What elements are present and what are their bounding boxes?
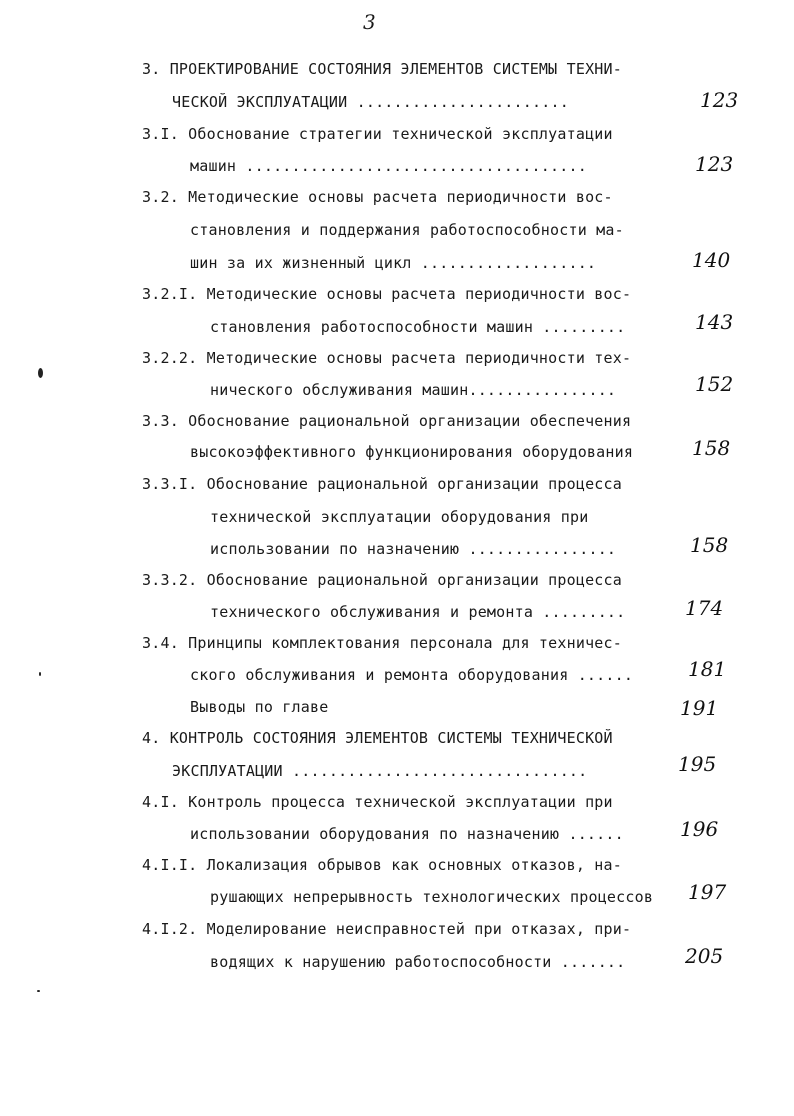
scan-speck (39, 672, 41, 676)
toc-line: 3.3.I. Обоснование рациональной организации процесса (142, 475, 622, 493)
toc-page-number: 123 (700, 88, 739, 112)
toc-page-number: 174 (685, 596, 724, 620)
toc-page-number: 152 (695, 372, 734, 396)
toc-page-number: 158 (692, 436, 731, 460)
toc-line: Выводы по главе (190, 698, 329, 716)
toc-page-number: 123 (695, 152, 734, 176)
toc-line: 3.2.2. Методические основы расчета периодичности тех- (142, 349, 632, 367)
toc-page-number: 195 (678, 752, 717, 776)
toc-line: 3.2.I. Методические основы расчета периодичности вос- (142, 285, 632, 303)
toc-line: 3.4. Принципы комплектования персонала для техничес- (142, 634, 622, 652)
page-number: 3 (363, 10, 376, 34)
toc-line: технического обслуживания и ремонта ......... (210, 603, 626, 621)
toc-line: 4. КОНТРОЛЬ СОСТОЯНИЯ ЭЛЕМЕНТОВ СИСТЕМЫ ТЕХНИЧЕСКОЙ (142, 729, 613, 747)
toc-line: 4.I.I. Локализация обрывов как основных отказов, на- (142, 856, 622, 874)
toc-page-number: 205 (685, 944, 724, 968)
toc-page-number: 158 (690, 533, 729, 557)
toc-line: водящих к нарушению работоспособности ....... (210, 953, 626, 971)
toc-line: высокоэффективного функционирования оборудования (190, 443, 634, 461)
toc-page-number: 191 (680, 696, 719, 720)
scan-speck (38, 368, 43, 378)
toc-line: становления и поддержания работоспособности ма- (190, 221, 624, 239)
scan-speck (37, 990, 40, 992)
toc-page-number: 181 (688, 657, 727, 681)
toc-line: 3.I. Обоснование стратегии технической эксплуатации (142, 125, 613, 143)
toc-line: 4.I. Контроль процесса технической эксплуатации при (142, 793, 613, 811)
toc-line: машин ..................................... (190, 157, 587, 175)
toc-line: 3.2. Методические основы расчета периодичности вос- (142, 188, 613, 206)
toc-page-number: 140 (692, 248, 731, 272)
toc-page-number: 197 (688, 880, 727, 904)
toc-line: ского обслуживания и ремонта оборудования ...... (190, 666, 634, 684)
toc-line: 3.3. Обоснование рациональной организации обеспечения (142, 412, 632, 430)
toc-line: 4.I.2. Моделирование неисправностей при отказах, при- (142, 920, 632, 938)
toc-line: 3. ПРОЕКТИРОВАНИЕ СОСТОЯНИЯ ЭЛЕМЕНТОВ СИСТЕМЫ ТЕХНИ- (142, 60, 622, 78)
toc-line: ЭКСПЛУАТАЦИИ ................................ (172, 762, 588, 780)
toc-line: ЧЕСКОЙ ЭКСПЛУАТАЦИИ ....................... (172, 93, 569, 111)
toc-line: шин за их жизненный цикл ................... (190, 254, 597, 272)
toc-line: становления работоспособности машин ......... (210, 318, 626, 336)
toc-page-number: 196 (680, 817, 719, 841)
toc-page-number: 143 (695, 310, 734, 334)
toc-line: 3.3.2. Обоснование рациональной организации процесса (142, 571, 622, 589)
toc-line: рушающих непрерывность технологических процессов (210, 888, 654, 906)
toc-line: использовании оборудования по назначению ...... (190, 825, 624, 843)
toc-line: нического обслуживания машин................ (210, 381, 617, 399)
toc-line: технической эксплуатации оборудования при (210, 508, 589, 526)
toc-line: использовании по назначению ................ (210, 540, 617, 558)
